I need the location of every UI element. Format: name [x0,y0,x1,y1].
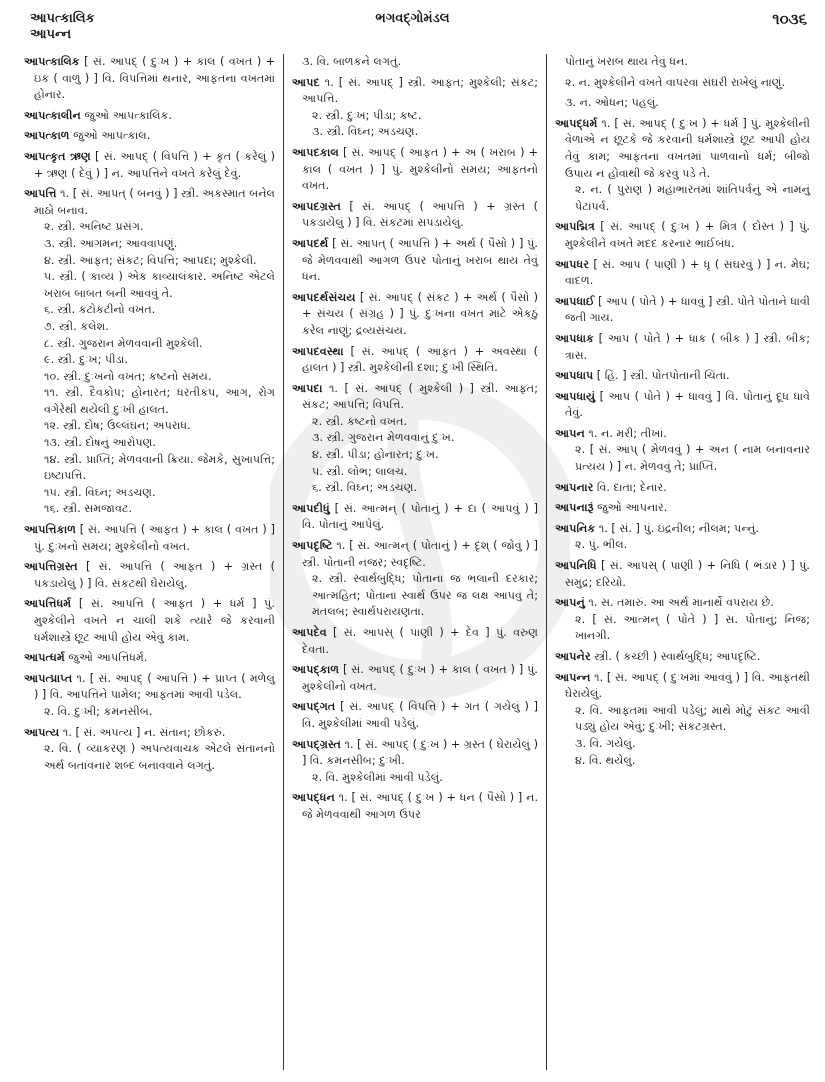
guide-word-last: આપન્ન [30,27,72,42]
definition: સ્ત્રી. ( કચ્છી ) સ્વાર્થબુદ્ધિ; આપદૃષ્ટિ. [590,650,761,663]
sense-line: ૨. સ્ત્રી. દુઃખ; પીડા; કષ્ટ. [312,108,422,122]
dictionary-entry [292,381,538,497]
dictionary-entry [292,236,538,286]
definition: [ સં. આપદ્ ( આપત્તિ ) + ગ્રસ્ત ( પકડાયેલું ) ] વિ. સંકટમાં સપડાયેલું. [302,199,538,230]
headword: આપધાયું [555,389,596,403]
definition: જુઓ આપનાર. [593,501,668,515]
headword: આપદ્ગત [292,700,336,714]
dictionary-entry [555,116,810,216]
definition: ૧. [ સં. આપદ્ ( દુઃખ ) + ગ્રસ્ત ( ઘેરાયેલું ) ] વિ. કમનસીબ; દુઃખી. [302,737,538,768]
definition: [ આપ ( પોતે ) + ધાવવું ] વિ. પોતાનું દૂધ ધાવે તેવું. [565,389,810,420]
sense-line: ૫. સ્ત્રી. લોભ; લાલચ. [312,464,408,478]
sense-line: ૨. [ સં. આપ્ ( મેળવવું ) + અન ( નામ બનાવનાર પ્રત્યય ) ] ન. મેળવવું તે; પ્રાપ્તિ. [575,443,810,474]
definition: [ સં. આપત્ ( આપત્તિ ) + અર્થ ( પૈસો ) ] પું. જે મેળવવાથી આગળ ઉપર પોતાનું ખરાબ થાય તેવું ધન. [302,236,538,284]
sense-line: ૨. [ સં. આત્મન્ ( પોતે ) ] સ. પોતાનું; નિજ; ખાનગી. [575,612,810,643]
headword: આપધાઈ [555,294,595,308]
definition: ૧. સ. તમારું. આ અર્થ માનાર્થે વપરાય છે. [584,596,774,610]
headword: આપત્ય [24,725,60,739]
sense-line: ૨. સ્ત્રી. અનિષ્ટ પ્રસંગ. [44,220,144,234]
sense-line: ૨. વિ. મુશ્કેલીમાં આવી પડેલું. [312,770,443,784]
sense-line: ૩. સ્ત્રી. ગુજરાન મેળવવાનું દુઃખ. [312,431,455,445]
dictionary-entry [555,368,810,385]
definition: ૧. [ સં. આપદ્ ( મુશ્કેલી ) ] સ્ત્રી. આફત; સંકટ; આપત્તિ; વિપત્તિ. [302,381,538,412]
dictionary-entry [24,559,275,592]
sense-line: ૨. વિ. દુઃખી; કમનસીબ. [44,704,153,718]
headword: આપદીધું [292,501,330,515]
definition: [ આપ ( પોતે ) + ધાવવું ] સ્ત્રી. પોતે પોતાને ધાવી જતી ગાય. [565,294,810,325]
dictionary-entry [24,671,275,721]
definition: [ સં. આપત્તિ ( આફત ) + ગ્રસ્ત ( પકડાયેલું ) ] વિ. સંકટથી ઘેરાયેલું. [34,560,275,590]
sense-line: ૨. પું. ભીલ. [575,538,628,552]
headword: આપનિધિ [555,559,597,573]
headword: આપદ્મિત્ર [555,220,595,234]
definition: ૧. [ સં. ] પું. ઇંદ્રનીલ; નીલમ; પન્નું. [595,521,759,535]
definition: ૧. [ સં. અપત્ય ] ન. સંતાન; છોકરું. [59,725,226,739]
dictionary-entry [24,650,275,667]
sense-line: ૮. સ્ત્રી. ગુજરાન મેળવવાની મુશ્કેલી. [44,336,203,350]
definition: [ સં. આપદ્ ( આફત ) + અવસ્થા ( હાલત ) ] સ્ત્રી. મુશ્કેલીની દશા; દુઃખી સ્થિતિ. [302,344,538,375]
headword: આપદગ્રસ્ત [292,199,341,213]
dictionary-columns [24,54,814,1070]
dictionary-entry [292,344,538,377]
entry-continuation: પોતાનું ખરાબ થાય તેવું ધન. [565,55,688,68]
dictionary-entry [24,128,275,145]
definition: વિ. દાતા; દેનાર. [593,480,667,494]
headword: આપત્કાલીન [24,108,81,122]
sense-line: ૨. ન. ( પુરાણ ) મહાભારતમાં શાંતિપર્વનું એ નામનું પેટાપર્વ. [575,183,810,213]
dictionary-entry [555,500,810,517]
definition: [ સં. આપદ્ ( વિપત્તિ ) + ગત ( ગયેલું ) ] વિ. મુશ્કેલીમાં આવી પડેલું. [302,700,538,730]
column-3 [546,54,814,1070]
dictionary-entry [555,480,810,497]
definition: ૧. ન. મરી; તીખાં. [584,426,667,440]
sense-line: ૧૧. સ્ત્રી. દૈવકોપ; હોનારત; ધરતીકંપ, આગ, રોગ વગેરેથી થયેલી દુઃખી હાલત. [44,386,275,416]
headword: આપત્કાલિક [24,55,80,68]
page-number: ૧૦૩૬ [772,10,807,28]
headword: આપનારૂં [555,501,594,515]
sense-line: ૧૬. સ્ત્રી. સમજાવટ. [44,502,133,516]
dictionary-entry [24,54,275,104]
headword: આપન [555,426,585,440]
dictionary-entry [555,521,810,554]
headword: આપત્કૃત ઋણ [24,149,91,163]
dictionary-entry [292,501,538,534]
definition: [ સં. આપદ્ ( દુઃખ ) + મિત્ર ( દોસ્ત ) ] પું. મુશ્કેલીને વખતે મદદ કરનાર ભાઈબંધ. [565,220,810,250]
definition: [ સં. આપસ્ ( પાણી ) + દેવ ] પું. વરુણ દેવતા. [302,626,538,656]
sense-line: ૧૫. સ્ત્રી. વિઘ્ન; અડચણ. [44,485,156,499]
headword: આપન્ન [555,670,591,684]
headword: આપદકાલ [292,145,339,159]
dictionary-entry [292,75,538,141]
definition: [ સં. આપદ્ ( દુઃખ ) + કાલ ( વખત ) + ઇક ( વાળું ) ] વિ. વિપત્તિમાં થનાર, આફતના વખતમાં હોનાર. [34,55,275,102]
dictionary-entry [292,625,538,658]
definition: [ સં. આપત્તિ ( આફત ) + ધર્મ ] પું. મુશ્કેલીને વખતે ન ચાલી શકે ત્યારે જે કરવાની ધર્મશાસ્ત્રે છૂટ આપી હોય એવું કામ. [34,597,275,644]
entry-continuation: ૩. વિ. બાળકને લગતું. [302,55,402,68]
dictionary-entry [292,145,538,195]
sense-line: ૩. વિ. ગયેલું. [575,736,636,750]
dictionary-entry [555,426,810,476]
definition: જુઓ આપત્કાલ. [69,129,151,143]
definition: ૧. [ સં. આપદ્ ( દુઃખ ) + ધર્મ ] પું. મુશ્કેલીની વેળાએ ન છૂટકે જે કરવાની ધર્મશાસ્ત્રે છૂટ આપી હોય તેવું કામ; આફતના વખતમાં પાળવાનો ધર્મ; બીજો ઉપાય ન હોવાથી જે કરવું પડે તે. [565,116,810,180]
sense-line: ૬. સ્ત્રી. વિઘ્ન; અડચણ. [312,481,418,495]
headword: આપદ્કાળ [292,663,340,677]
dictionary-entry [24,522,275,555]
definition: [ સં. આપસ્ ( પાણી ) + નિધિ ( ભંડાર ) ] પું. સમુદ્ર; દરિયો. [565,559,810,589]
dictionary-entry [292,290,538,340]
headword: આપનાર [555,480,594,494]
headword: આપનિક [555,521,596,535]
headword: આપધાપ [555,369,594,383]
headword: આપદેવ [292,626,327,639]
book-title: ભગવદ્ગોમંડલ [375,11,450,26]
sense-line: ૨. વિ. ( વ્યાકરણ ) અપત્યવાચક એટલે સંતાનનો અર્થ બતાવનાર શબ્દ બનાવવાને લગતું. [44,742,275,772]
dictionary-entry [555,331,810,364]
guide-word-first: આપત્કાલિક [30,11,95,26]
sense-line: ૩. સ્ત્રી. આગમન; આવવાપણું. [44,236,178,250]
headword: આપધર [555,257,589,271]
sense-line: ૨. સ્ત્રી. સ્વાર્થબુદ્ધિ; પોતાના જ ભલાની દરકાર; આત્મહિત; પોતાના સ્વાર્થ ઉપર જ લક્ષ આપવું તે; મતલબ; સ્વાર્થપરાયણતા. [312,572,538,619]
dictionary-entry [24,149,275,182]
headword: આપત્પ્રાપ્ત [24,671,73,685]
definition: [ સં. આપદ્ ( દુઃખ ) + કાલ ( વખત ) ] પું. મુશ્કેલીનો વખત. [302,663,538,693]
dictionary-entry [292,790,538,823]
dictionary-entry [24,725,275,775]
definition: [ સં. આપદ્ ( વિપત્તિ ) + કૃત ( કરેલું ) + ઋણ ( દેવું ) ] ન. આપત્તિને વખતે કરેલું દેવું. [34,149,275,180]
sense-line: ૩. ન. ઓધન; પહલું. [565,96,659,110]
headword: આપધાક [555,331,594,345]
sense-line: ૨. ન. મુશ્કેલીને વખતે વાપરવા સંઘરી રાખેલું નાણું. [565,75,786,89]
sense-line: ૭. સ્ત્રી. કલેશ. [44,319,109,333]
sense-line: ૩. સ્ત્રી. વિઘ્ન; અડચણ. [312,125,419,139]
dictionary-entry [555,670,810,770]
definition: જુઓ આપત્તિધર્મ. [64,651,148,665]
column-2 [283,54,546,1070]
dictionary-entry [555,649,810,666]
headword: આપદ્ધન [292,791,335,805]
definition: [ હિં. ] સ્ત્રી. પોતપોતાની ચિંતા. [593,369,730,383]
dictionary-entry [555,389,810,422]
definition: [ સં. આપદ્ ( આફત ) + અ ( ખરાબ ) + કાલ ( વખત ) ] પું. મુશ્કેલીનો સમય; આફતનો વખત. [302,145,538,193]
column-1 [24,54,283,1070]
headword: આપત્કાળ [24,129,70,143]
headword: આપત્તિગ્રસ્ત [24,560,78,574]
headword: આપત્તિધર્મ [24,597,72,611]
definition: [ સં. આપદ્ ( સંકટ ) + અર્થ ( પૈસો ) + સંચય ( સંગ્રહ ) ] પું. દુઃખના વખત માટે એકઠું કરેલ નાણું; દ્રવ્યસંચય. [302,290,538,337]
dictionary-entry [555,558,810,591]
sense-line: ૪. સ્ત્રી. આફત; સંકટ; વિપત્તિ; આપદા; મુશ્કેલી. [44,253,257,267]
headword: આપદ્ધર્મ [555,116,598,130]
sense-line: ૧૩. સ્ત્રી. દોષનું આરોપણ. [44,436,156,450]
dictionary-entry [24,596,275,646]
headword: આપત્ધર્મ [24,651,65,665]
sense-line: ૬. સ્ત્રી. કટોકટીનો વખત. [44,303,156,317]
dictionary-entry [24,108,275,125]
headword: આપનું [555,596,585,610]
dictionary-entry [555,219,810,252]
headword: આપદવસ્થા [292,344,344,358]
definition: ૧. [ સં. આપદ્ ( દુઃખ ) + ધન ( પૈસો ) ] ન. જે મેળવવાથી આગળ ઉપર [302,791,538,821]
dictionary-entry [292,538,538,621]
sense-line: ૫. સ્ત્રી. ( કાવ્ય ) એક કાવ્યાલંકાર. અનિષ્ટ એટલે ખરાબ બાબત બની આવવું તે. [44,270,275,300]
dictionary-entry [292,699,538,732]
definition: ૧. [ સં. આત્મન્ ( પોતાનું ) + દૃશ્ ( જોવું ) ] સ્ત્રી. પોતાની નજર; સ્વદૃષ્ટિ. [302,539,538,569]
sense-line: ૧૪. સ્ત્રી. પ્રાપ્તિ; મેળવવાની ક્રિયા. જેમકે, સુખાપત્તિ; ઇષ્ટાપત્તિ. [44,452,275,483]
headword: આપદૃષ્ટિ [292,539,333,553]
definition: જુઓ આપત્કાલિક. [80,108,172,122]
definition: [ સં. આપત્તિ ( આફત ) + કાલ ( વખત ) ] પું. દુઃખનો સમય; મુશ્કેલીનો વખત. [34,523,275,553]
sense-line: ૨. વિ. આફતમાં આવી પડેલું; માથે મોટું સંકટ આવી પડ્યું હોય એવું; દુઃખી; સંકટગ્રસ્ત. [575,703,810,734]
headword: આપદ્ગ્રસ્ત [292,737,341,751]
definition: ૧. [ સં. આપદ્ ] સ્ત્રી. આફત; મુશ્કેલી; સંકટ; આપત્તિ. [302,75,538,106]
headword: આપત્તિકાળ [24,523,76,537]
sense-line: ૧૨. સ્ત્રી. દોષ; ઉલ્લંઘન; અપરાધ. [44,419,191,433]
dictionary-entry [555,595,810,645]
sense-line: ૨. સ્ત્રી. કષ્ટનો વખત. [312,414,408,428]
headword: આપદર્થસંચય [292,290,356,304]
dictionary-entry [24,186,275,518]
page-header [0,0,825,50]
sense-line: ૯. સ્ત્રી. દુઃખ; પીડા. [44,353,128,367]
sense-line: ૧૦. સ્ત્રી. દુઃખનો વખત; કષ્ટનો સમય. [44,369,212,383]
sense-line: ૪. વિ. થયેલું. [575,753,636,767]
definition: [ સં. આપ ( પાણી ) + ધૃ ( સંઘરવું ) ] ન. મેઘ; વાદળ. [565,257,810,288]
dictionary-entry [555,257,810,290]
headword: આપદા [292,381,323,395]
headword: આપદ [292,75,320,89]
dictionary-entry [292,662,538,695]
definition: ૧. [ સં. આપદ્ ( આપત્તિ ) + પ્રાપ્ત ( મળેલું ) ] વિ. આપત્તિને પામેલ; આફતમાં આવી પડેલ. [34,671,275,702]
headword: આપદર્થ [292,236,329,250]
headword: આપનેર [555,650,591,663]
definition: ૧. [ સં. આપદ્ ( દુઃખમાં આવવું ) ] વિ. આફતથી ઘેરાયેલું. [565,670,810,701]
sense-line: ૪. સ્ત્રી. પીડા; હોનારત; દુઃખ. [312,448,439,462]
dictionary-entry [292,199,538,232]
dictionary-entry [292,737,538,787]
definition: ૧. [ સં. આપત્ ( બનવું ) ] સ્ત્રી. અકસ્માત બનેલ માઠો બનાવ. [34,187,275,217]
definition: [ સં. આત્મન્ ( પોતાનું ) + દા ( આપવું ) ] વિ. પોતાનું આપેલું. [302,501,538,532]
definition: [ આપ ( પોતે ) + ધાક ( બીક ) ] સ્ત્રી. બીક; ત્રાસ. [565,331,810,362]
dictionary-entry [555,294,810,327]
headword: આપત્તિ [24,187,57,201]
